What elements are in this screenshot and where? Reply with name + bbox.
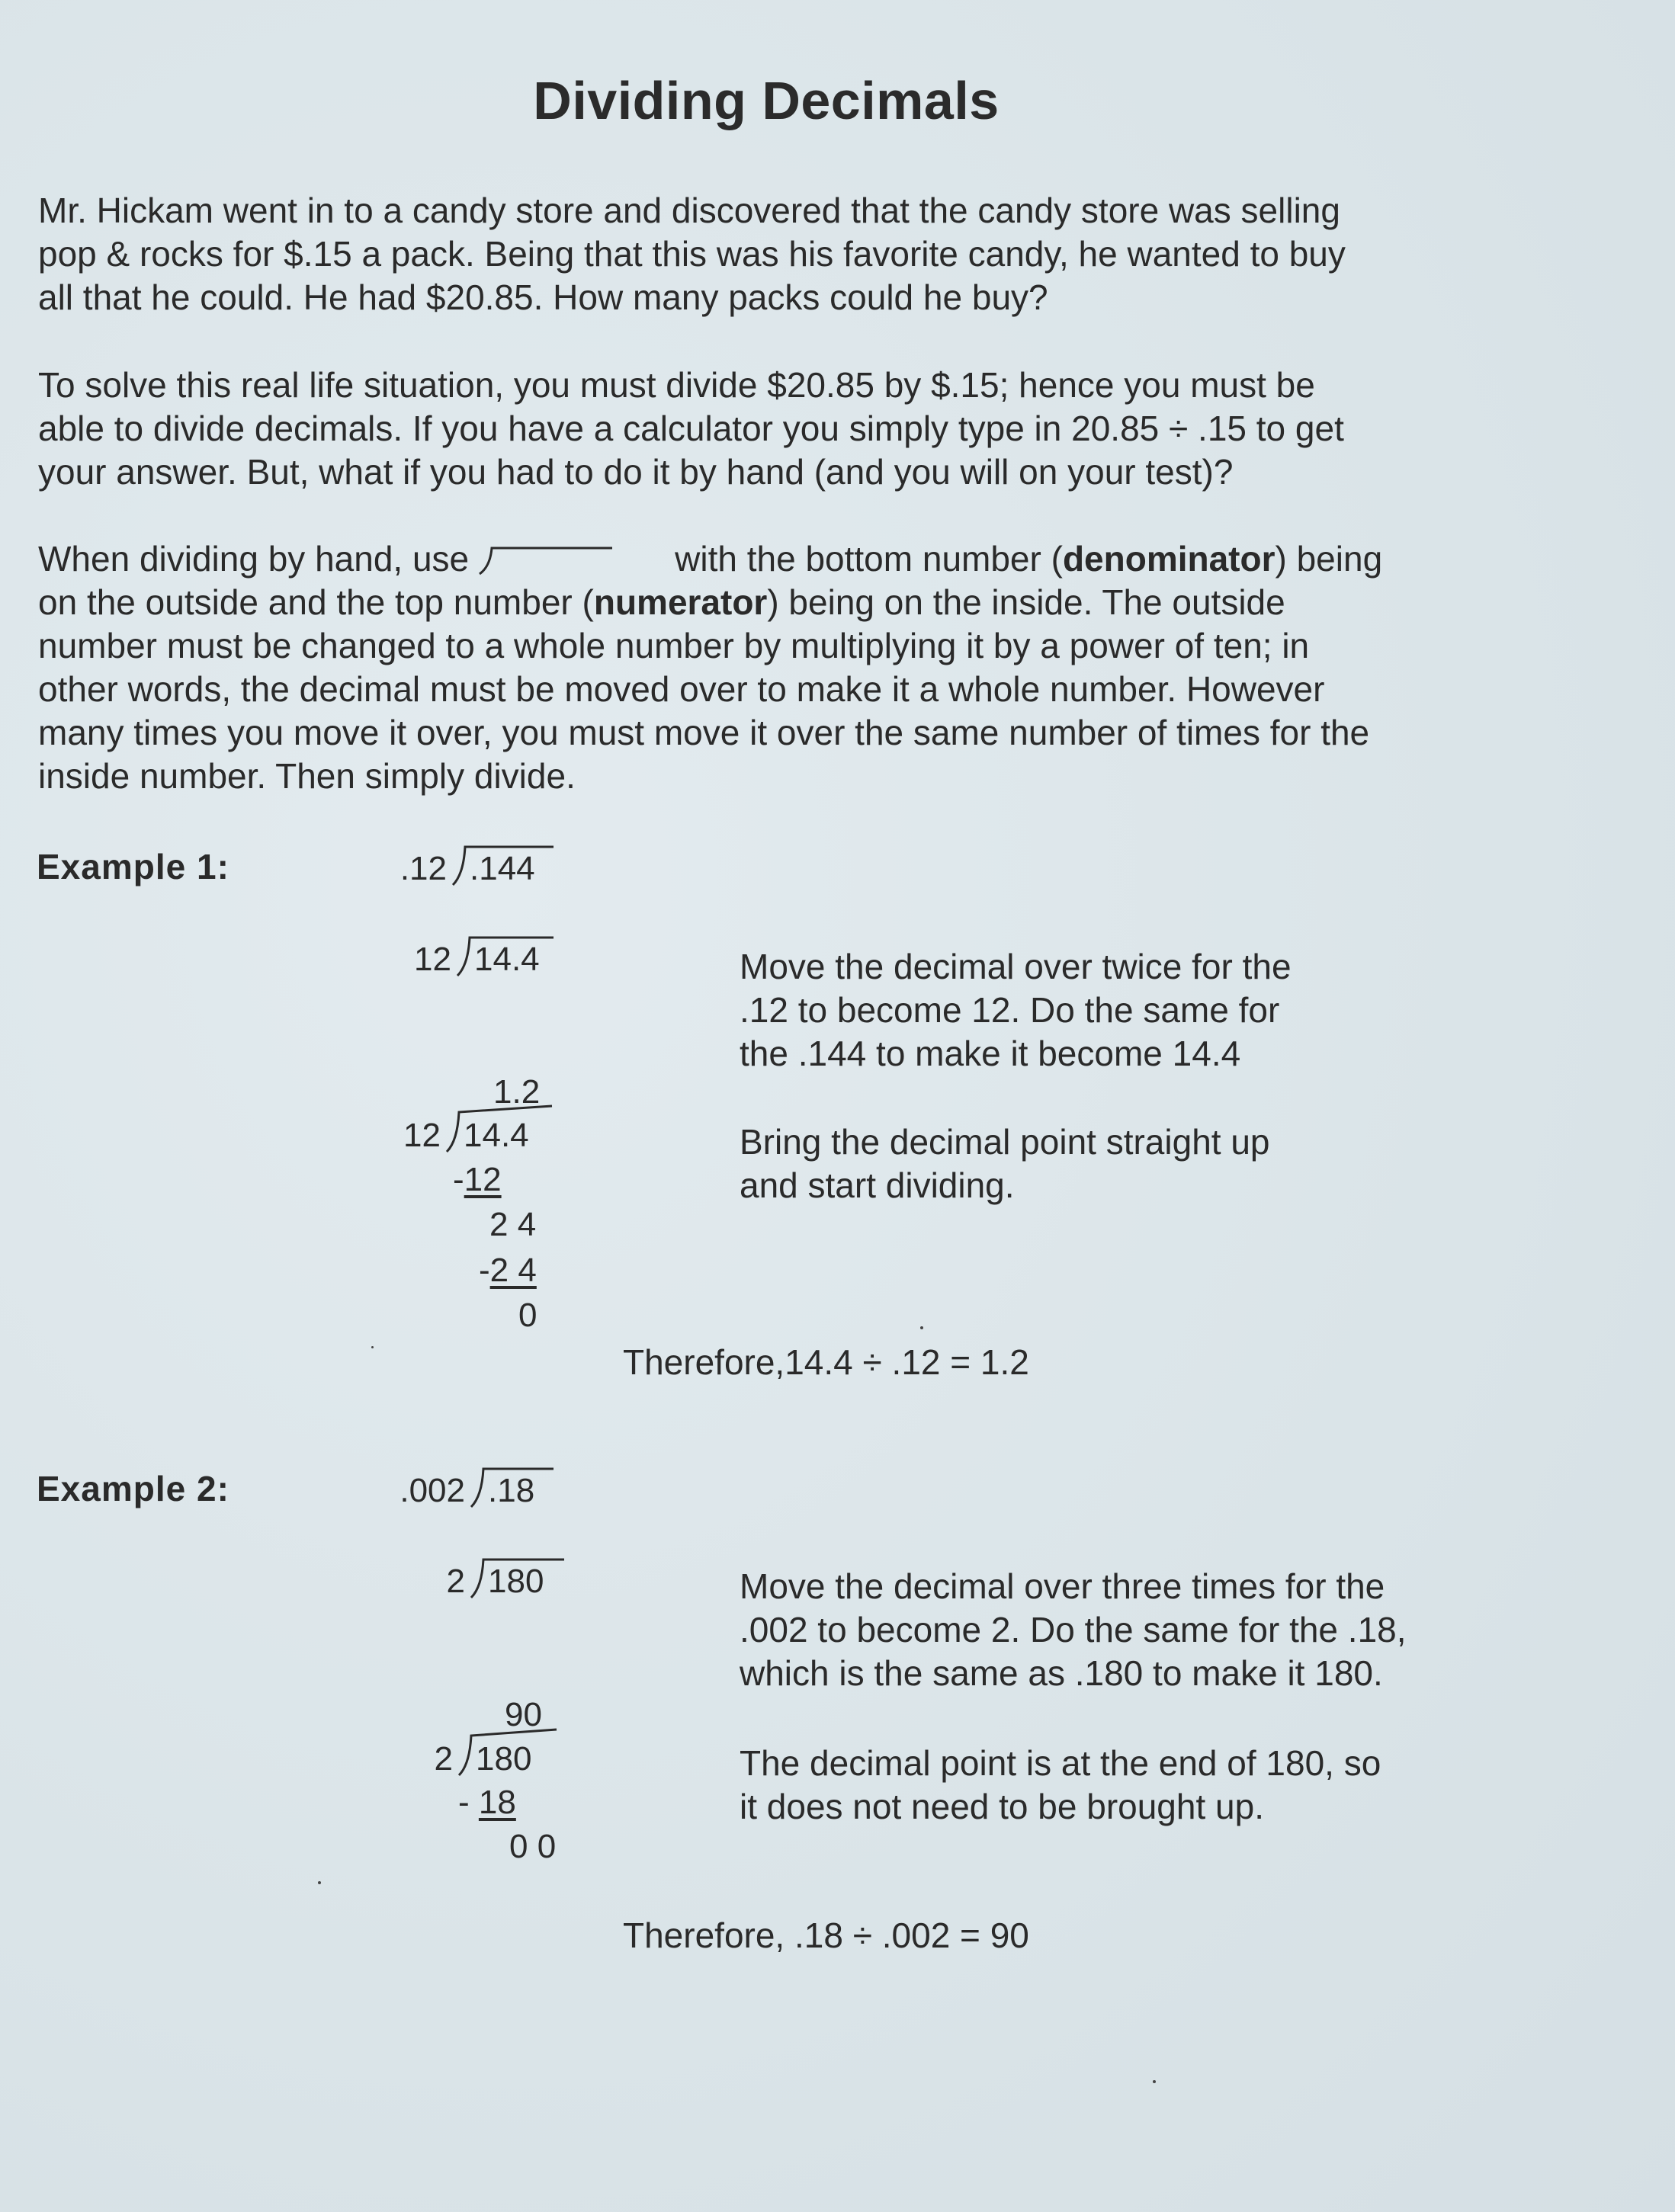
division-bracket-symbol	[477, 543, 614, 577]
ex1-subtraction-1	[453, 1161, 502, 1199]
scan-speck	[1153, 2080, 1156, 2083]
text-line: and start dividing.	[740, 1165, 1015, 1205]
text-segment: on the outside and the top number (	[38, 582, 594, 622]
text-line: Move the decimal over twice for the	[740, 947, 1292, 986]
example-1-label: Example 1:	[37, 847, 229, 886]
text-line: able to divide decimals. If you have a calculator you simply type in 20.85 ÷ .15 to get	[38, 409, 1344, 448]
context-paragraph	[38, 364, 1563, 494]
text-segment: When dividing by hand, use	[38, 539, 470, 579]
dividend: .18	[488, 1472, 535, 1509]
text-line: which is the same as .180 to make it 180.	[740, 1653, 1383, 1693]
ex2-conclusion: Therefore, .18 ÷ .002 = 90	[623, 1915, 1029, 1955]
dividend: .144	[470, 850, 535, 887]
example-2-label: Example 2:	[37, 1469, 229, 1508]
text-line: .12 to become 12. Do the same for	[740, 990, 1280, 1030]
divisor: .002	[399, 1472, 465, 1509]
text-line: Move the decimal over three times for the	[740, 1566, 1385, 1606]
text-line: other words, the decimal must be moved over to make it a whole number. However	[38, 669, 1325, 709]
dividend: 180	[476, 1740, 532, 1778]
scan-speck	[920, 1326, 923, 1329]
dividend: 14.4	[464, 1117, 529, 1154]
subtrahend: 12	[464, 1161, 502, 1198]
method-paragraph	[38, 537, 1563, 798]
scan-speck	[318, 1881, 321, 1884]
text-segment: with the bottom number (	[675, 539, 1063, 579]
text-line: The decimal point is at the end of 180, so	[740, 1743, 1381, 1783]
subtrahend: 18	[478, 1784, 516, 1821]
text-line: Bring the decimal point straight up	[740, 1122, 1270, 1162]
text-segment: ) being	[1275, 539, 1383, 579]
text-segment: ) being on the inside. The outside	[767, 582, 1285, 622]
divisor: 12	[414, 941, 451, 978]
text-line: pop & rocks for $.15 a pack. Being that this was his favorite candy, he wanted to buy	[38, 234, 1346, 274]
scan-speck	[371, 1346, 374, 1348]
text-line	[38, 581, 1563, 624]
text-line: your answer. But, what if you had to do it by hand (and you will on your test)?	[38, 452, 1234, 492]
text-line: .002 to become 2. Do the same for the .18,	[740, 1610, 1407, 1649]
minus-sign: -	[453, 1161, 464, 1198]
divisor: 2	[446, 1563, 465, 1600]
ex1-step2-explanation	[740, 945, 1292, 1076]
ex1-conclusion: Therefore,14.4 ÷ .12 = 1.2	[623, 1342, 1029, 1382]
minus-sign: -	[458, 1784, 479, 1821]
text-line: all that he could. He had $20.85. How many packs could he buy?	[38, 277, 1048, 317]
ex1-subtraction-2	[479, 1252, 537, 1290]
denominator-term: denominator	[1062, 539, 1276, 579]
page-title: Dividing Decimals	[533, 71, 1000, 130]
divisor: 12	[403, 1117, 441, 1154]
minus-sign: -	[479, 1252, 490, 1289]
text-line	[38, 537, 1563, 581]
dividend: 14.4	[474, 941, 540, 978]
dividend: 180	[488, 1563, 544, 1600]
divisor: .12	[399, 850, 447, 887]
divisor: 2	[434, 1740, 453, 1778]
ex2-step3-explanation	[740, 1742, 1381, 1829]
ex1-remainder-1: 2 4	[489, 1206, 537, 1243]
text-line: many times you move it over, you must move it over the same number of times for the	[38, 713, 1370, 752]
text-line: inside number. Then simply divide.	[38, 756, 576, 796]
ex1-quotient: 1.2	[493, 1073, 541, 1111]
text-line: Mr. Hickam went in to a candy store and discovered that the candy store was selling	[38, 191, 1340, 230]
ex2-subtraction-1	[458, 1784, 516, 1822]
text-line: number must be changed to a whole number by multiplying it by a power of ten; in	[38, 626, 1310, 665]
numerator-term: numerator	[593, 582, 768, 622]
ex2-remainder-1: 0 0	[509, 1828, 557, 1865]
ex2-quotient: 90	[505, 1696, 542, 1733]
text-line: To solve this real life situation, you must divide $20.85 by $.15; hence you must be	[38, 365, 1315, 405]
ex2-step2-explanation	[740, 1565, 1407, 1695]
subtrahend: 2 4	[489, 1252, 537, 1289]
intro-paragraph	[38, 189, 1563, 319]
ex1-step3-explanation	[740, 1120, 1270, 1207]
text-line: it does not need to be brought up.	[740, 1787, 1264, 1826]
ex1-remainder-2: 0	[518, 1297, 537, 1334]
text-line: the .144 to make it become 14.4	[740, 1034, 1241, 1073]
